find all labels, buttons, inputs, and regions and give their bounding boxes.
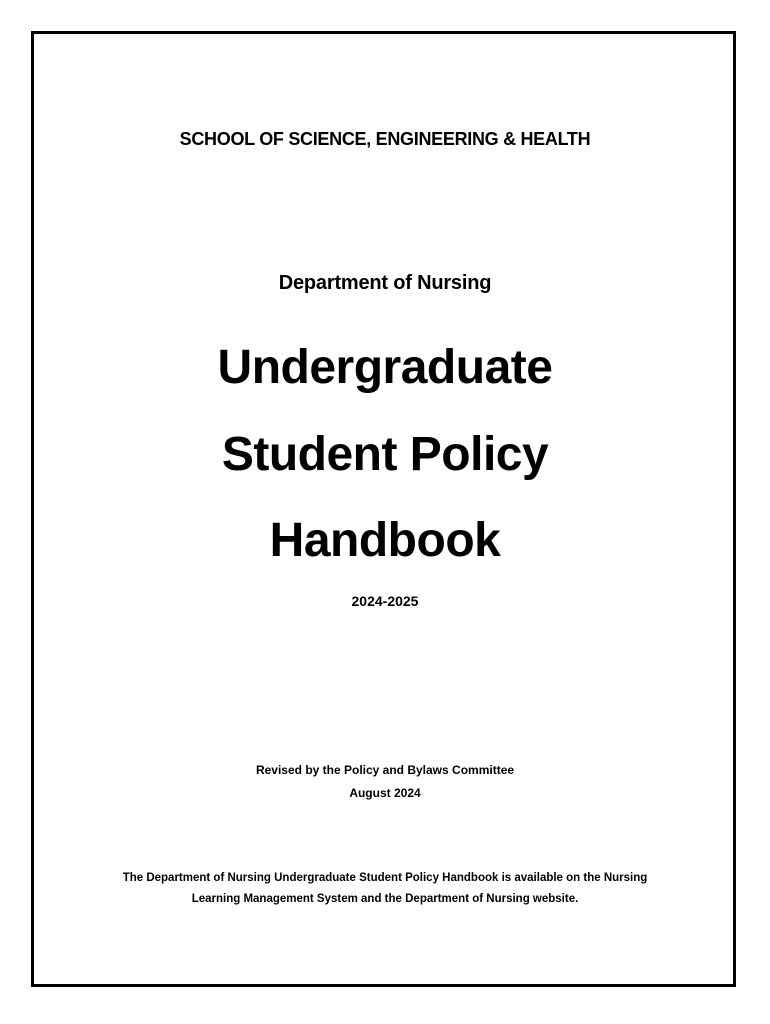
school-name: SCHOOL OF SCIENCE, ENGINEERING & HEALTH bbox=[179, 129, 591, 149]
handbook-title-line-1: Undergraduate bbox=[217, 341, 553, 394]
revision-date: August 2024 bbox=[349, 786, 421, 800]
academic-year: 2024-2025 bbox=[351, 593, 419, 609]
department-name: Department of Nursing bbox=[278, 272, 492, 294]
availability-note-line-2: Learning Management System and the Department of Nursing website. bbox=[191, 893, 579, 905]
revised-by: Revised by the Policy and Bylaws Committee bbox=[255, 763, 515, 777]
handbook-title-line-3: Handbook bbox=[269, 514, 501, 567]
page-border bbox=[31, 31, 736, 987]
availability-note-line-1: The Department of Nursing Undergraduate Student Policy Handbook is available on the Nursing bbox=[122, 872, 648, 884]
handbook-title-line-2: Student Policy bbox=[221, 428, 549, 481]
